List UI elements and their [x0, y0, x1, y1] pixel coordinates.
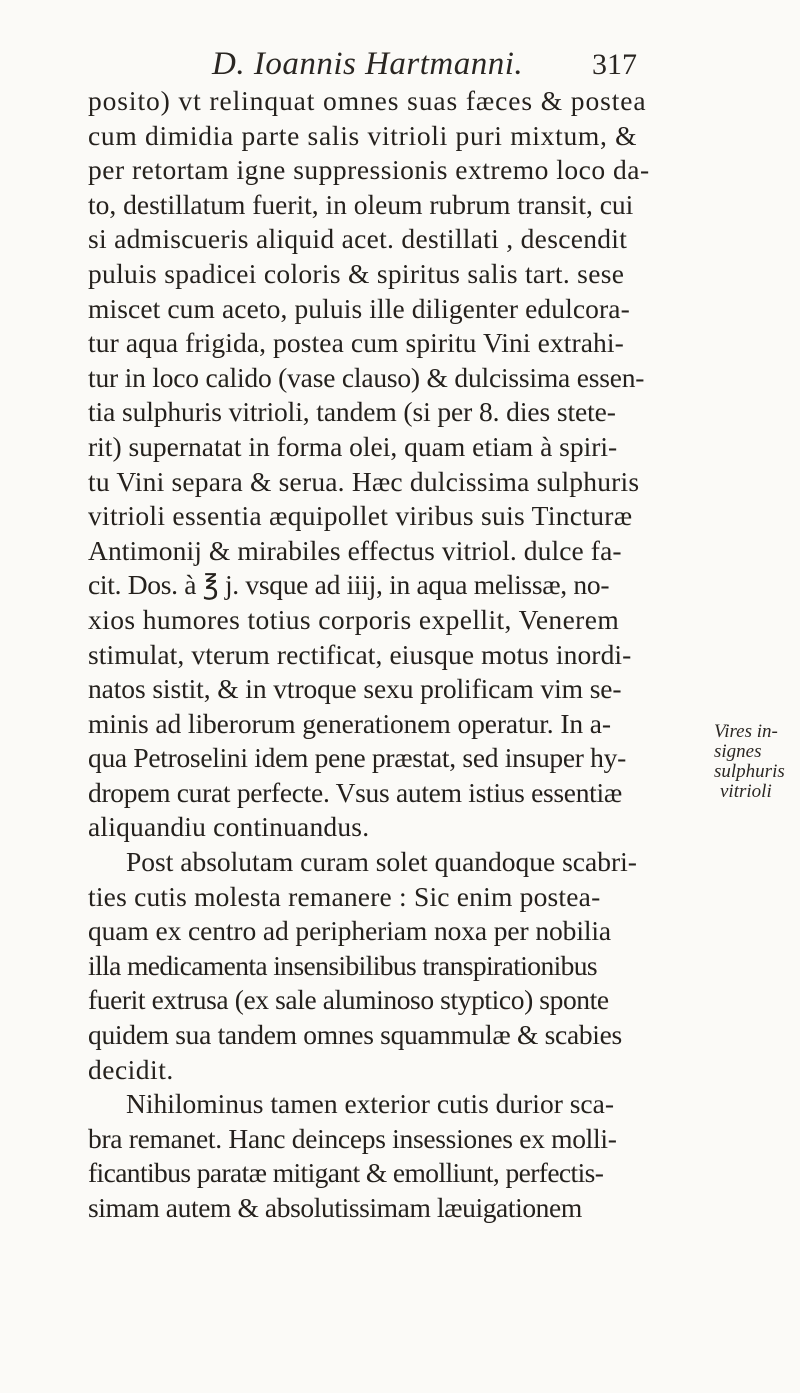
text-line: si admiscueris aliquid acet. destillati , descendit — [88, 223, 628, 255]
margin-notes — [714, 722, 800, 802]
page-number: 317 — [592, 48, 637, 81]
text-line: tur aqua frigida, postea cum spiritu Vini extrahi- — [88, 327, 624, 359]
text-line: puluis spadicei coloris & spiritus salis tart. sese — [88, 257, 625, 289]
body-text — [88, 84, 708, 1226]
text-line: cum dimidia parte salis vitrioli puri mixtum, & — [88, 119, 638, 151]
text-line: natos sistit, & in vtroque sexu prolificam vim se- — [88, 673, 622, 705]
text-line: to, destillatum fuerit, in oleum rubrum transit, cui — [88, 188, 634, 220]
text-line: xios humores totius corporis expellit, Venerem — [88, 603, 620, 635]
text-line: decidit. — [88, 1053, 174, 1085]
text-line: bra remanet. Hanc deinceps insessiones ex molli- — [88, 1122, 617, 1154]
text-line: fuerit extrusa (ex sale aluminoso styptico) sponte — [88, 984, 609, 1016]
text-line: dropem curat perfecte. Vsus autem istius essentiæ — [88, 776, 622, 808]
text-line: miscet cum aceto, puluis ille diligenter edulcora- — [88, 292, 630, 324]
text-line: tur in loco calido (vase clauso) & dulcissima essen- — [88, 361, 645, 393]
text-line: ties cutis molesta remanere : Sic enim postea- — [88, 880, 601, 912]
margin-note: vitrioli — [720, 781, 772, 802]
text-line: quam ex centro ad peripheriam noxa per nobilia — [88, 915, 612, 947]
text-line: cit. Dos. à ℥ j. vsque ad iiij, in aqua melissæ, no- — [88, 569, 610, 601]
text-line: per retortam igne suppressionis extremo loco da- — [88, 154, 650, 186]
text-line: stimulat, vterum rectificat, eiusque motus inordi- — [88, 638, 632, 670]
text-line: aliquandiu continuandus. — [88, 811, 370, 843]
text-line: rit) supernatat in forma olei, quam etiam à spiri- — [88, 430, 618, 462]
text-line: tia sulphuris vitrioli, tandem (si per 8. dies stete- — [88, 396, 616, 428]
text-line: minis ad liberorum generationem operatur. In a- — [88, 707, 611, 739]
text-line: illa medicamenta insensibilibus transpirationibus — [88, 949, 598, 981]
page-header — [0, 46, 800, 86]
text-line: Antimonij & mirabiles effectus vitriol. dulce fa- — [88, 534, 622, 566]
margin-note: signes — [714, 741, 762, 762]
text-line: Post absolutam curam solet quandoque scabri- — [126, 846, 637, 878]
text-line: tu Vini separa & serua. Hæc dulcissima sulphuris — [88, 465, 640, 497]
margin-note: Vires in- — [714, 721, 778, 742]
text-line: qua Petroselini idem pene præstat, sed insuper hy- — [88, 742, 626, 774]
text-line: ficantibus paratæ mitigant & emolliunt, perfectis- — [88, 1157, 604, 1189]
text-line: Nihilominus tamen exterior cutis durior sca- — [126, 1088, 615, 1120]
text-line: vitrioli essentia æquipollet viribus suis Tincturæ — [88, 500, 633, 532]
text-line: quidem sua tandem omnes squammulæ & scabies — [88, 1019, 622, 1051]
text-line: simam autem & absolutissimam læuigationem — [88, 1192, 582, 1223]
text-line: posito) vt relinquat omnes suas fæces & postea — [88, 85, 647, 116]
running-head: D. Ioannis Hartmanni. — [212, 46, 524, 82]
margin-note: sulphuris — [714, 761, 785, 782]
